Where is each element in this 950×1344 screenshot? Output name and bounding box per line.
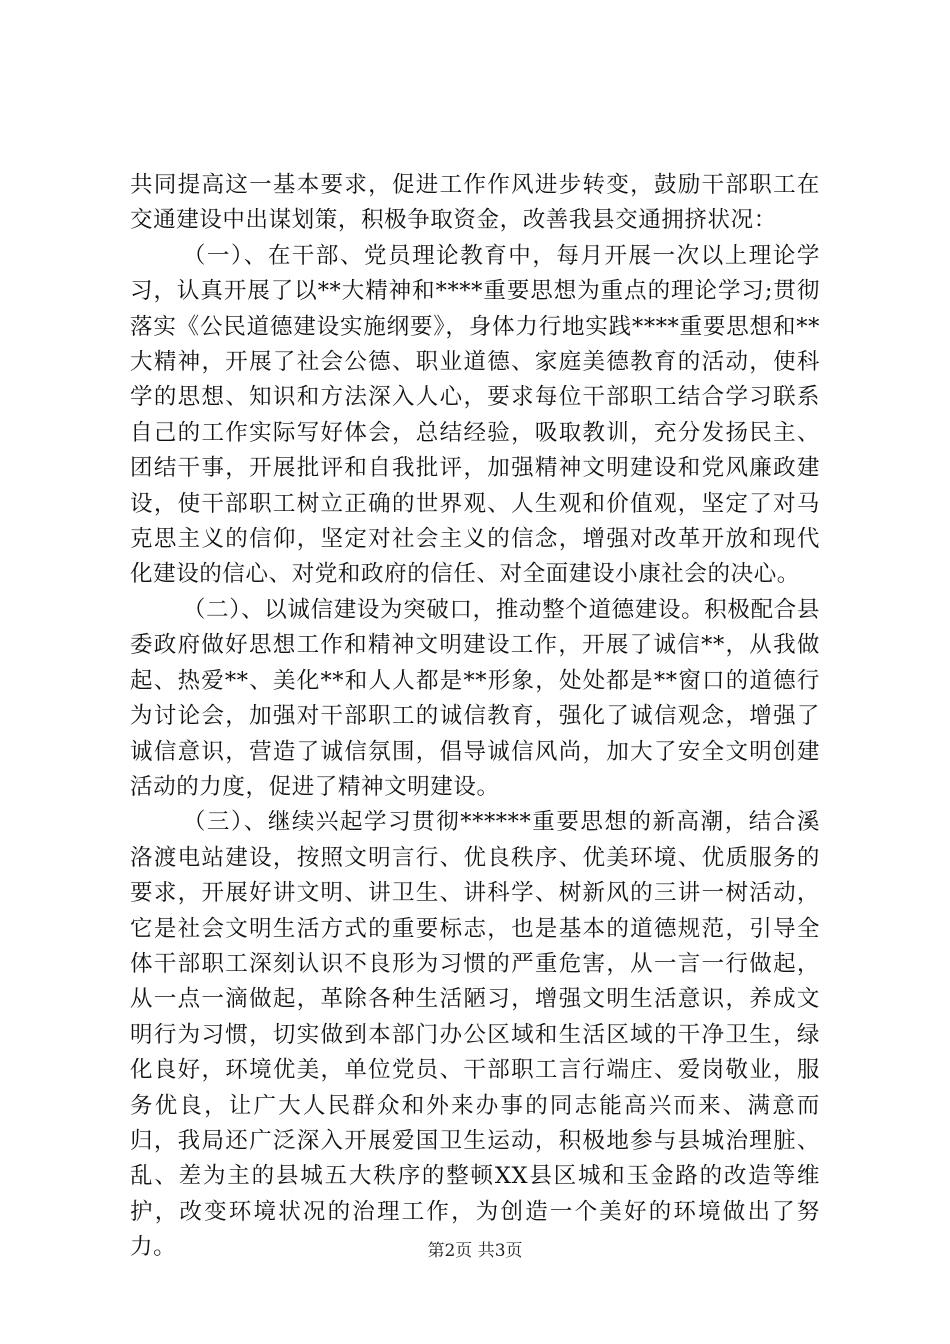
paragraph-section-one: （一）、在干部、党员理论教育中，每月开展一次以上理论学习，认真开展了以**大精神和****重要思想为重点的理论学习;贯彻落实《公民道德建设实施纲要》，身体力行地实践****重要思想和**大精神，开展了社会公德、职业道德、家庭美德教育的活动，使科学的思想、知识和方法深入人心，要求每位干部职工结合学习联系自己的工作实际写好体会，总结经验，吸取教训，充分发扬民主、团结干事，开展批评和自我批评，加强精神文明建设和党风廉政建设，使干部职工树立正确的世界观、人生观和价值观，坚定了对马克思主义的信仰，坚定对社会主义的信念，增强对改革开放和现代化建设的信心、对党和政府的信任、对全面建设小康社会的决心。 bbox=[130, 242, 820, 588]
document-body bbox=[130, 168, 820, 1266]
paragraph-continuation: 共同提高这一基本要求，促进工作作风进步转变，鼓励干部职工在交通建设中出谋划策，积极争取资金，改善我县交通拥挤状况： bbox=[130, 172, 820, 234]
paragraph-section-two: （二）、以诚信建设为突破口，推动整个道德建设。积极配合县委政府做好思想工作和精神文明建设工作，开展了诚信**，从我做起、热爱**、美化**和人人都是**形象，处处都是**窗口的道德行为讨论会，加强对干部职工的诚信教育，强化了诚信观念，增强了诚信意识，营造了诚信氛围，倡导诚信风尚，加大了安全文明创建活动的力度，促进了精神文明建设。 bbox=[130, 596, 820, 800]
paragraph-section-three: （三）、继续兴起学习贯彻******重要思想的新高潮，结合溪洛渡电站建设，按照文明言行、优良秩序、优美环境、优质服务的要求，开展好讲文明、讲卫生、讲科学、树新风的三讲一树活动，它是社会文明生活方式的重要标志，也是基本的道德规范，引导全体干部职工深刻认识不良形为习惯的严重危害，从一言一行做起，从一点一滴做起，革除各种生活陋习，增强文明生活意识，养成文明行为习惯，切实做到本部门办公区域和生活区域的干净卫生，绿化良好，环境优美，单位党员、干部职工言行端庄、爱岗敬业，服务优良，让广大人民群众和外来办事的同志能高兴而来、满意而归，我局还广泛深入开展爱国卫生运动，积极地参与县城治理脏、乱、差为主的县城五大秩序的整顿XX县区城和玉金路的改造等维护，改变环境状况的治理工作，为创造一个美好的环境做出了努力。 bbox=[130, 809, 820, 1261]
page-number-footer: 第2页 共3页 bbox=[427, 1241, 523, 1261]
